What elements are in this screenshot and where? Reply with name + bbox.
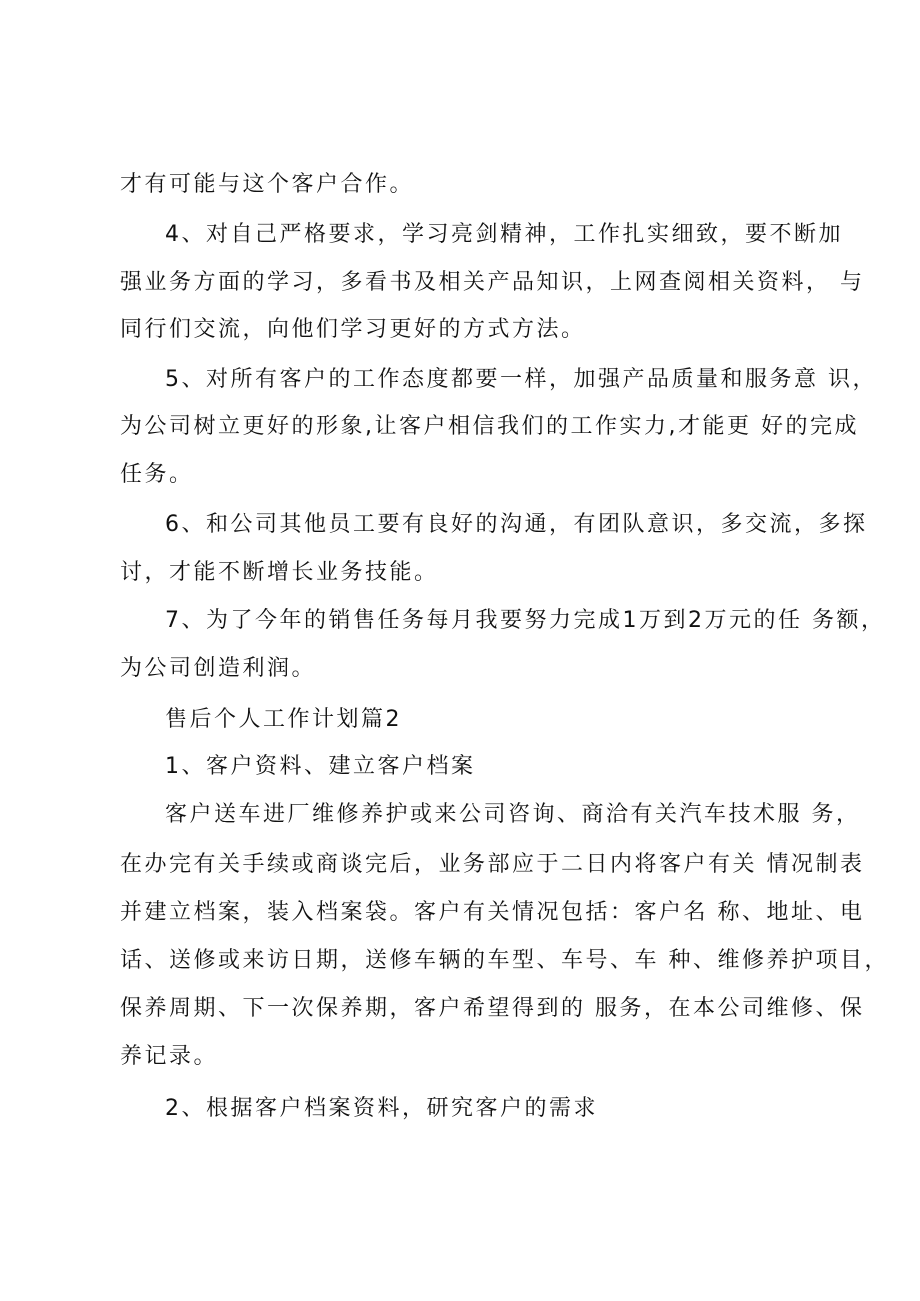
text-line: 保养周期、下一次保养期，客户希望得到的 服务，在本公司维修、保 — [120, 996, 865, 1021]
text-line: 2、根据客户档案资料，研究客户的需求 — [165, 1096, 598, 1121]
text-line: 为公司创造利润。 — [120, 656, 317, 681]
text-line: 同行们交流，向他们学习更好的方式方法。 — [120, 317, 586, 342]
text-line: 任务。 — [120, 462, 194, 487]
text-line: 话、送修或来访日期，送修车辆的车型、车号、车 种、维修养护项目， — [120, 948, 889, 973]
text-line: 讨，才能不断增长业务技能。 — [120, 560, 439, 585]
section-heading: 售后个人工作计划篇2 — [165, 707, 402, 732]
text-line: 7、为了今年的销售任务每月我要努力完成1万到2万元的任 务额， — [165, 608, 886, 633]
text-line: 5、对所有客户的工作态度都要一样，加强产品质量和服务意 识， — [165, 367, 877, 392]
text-line: 强业务方面的学习，多看书及相关产品知识，上网查阅相关资料， 与 — [120, 270, 865, 295]
text-line: 在办完有关手续或商谈完后，业务部应于二日内将客户有关 情况制表 — [120, 852, 865, 877]
text-line: 为公司树立更好的形象,让客户相信我们的工作实力,才能更 好的完成 — [120, 414, 859, 439]
text-line: 4、对自己严格要求，学习亮剑精神，工作扎实细致，要不断加 — [165, 222, 843, 247]
text-line: 养记录。 — [120, 1044, 219, 1069]
text-line: 客户送车进厂维修养护或来公司咨询、商洽有关汽车技术服 务， — [165, 802, 861, 827]
text-line: 6、和公司其他员工要有良好的沟通，有团队意识，多交流，多探 — [165, 512, 868, 537]
text-line: 并建立档案，装入档案袋。客户有关情况包括：客户名 称、地址、电 — [120, 900, 865, 925]
text-line: 1、客户资料、建立客户档案 — [165, 754, 476, 779]
text-line: 才有可能与这个客户合作。 — [120, 172, 415, 197]
